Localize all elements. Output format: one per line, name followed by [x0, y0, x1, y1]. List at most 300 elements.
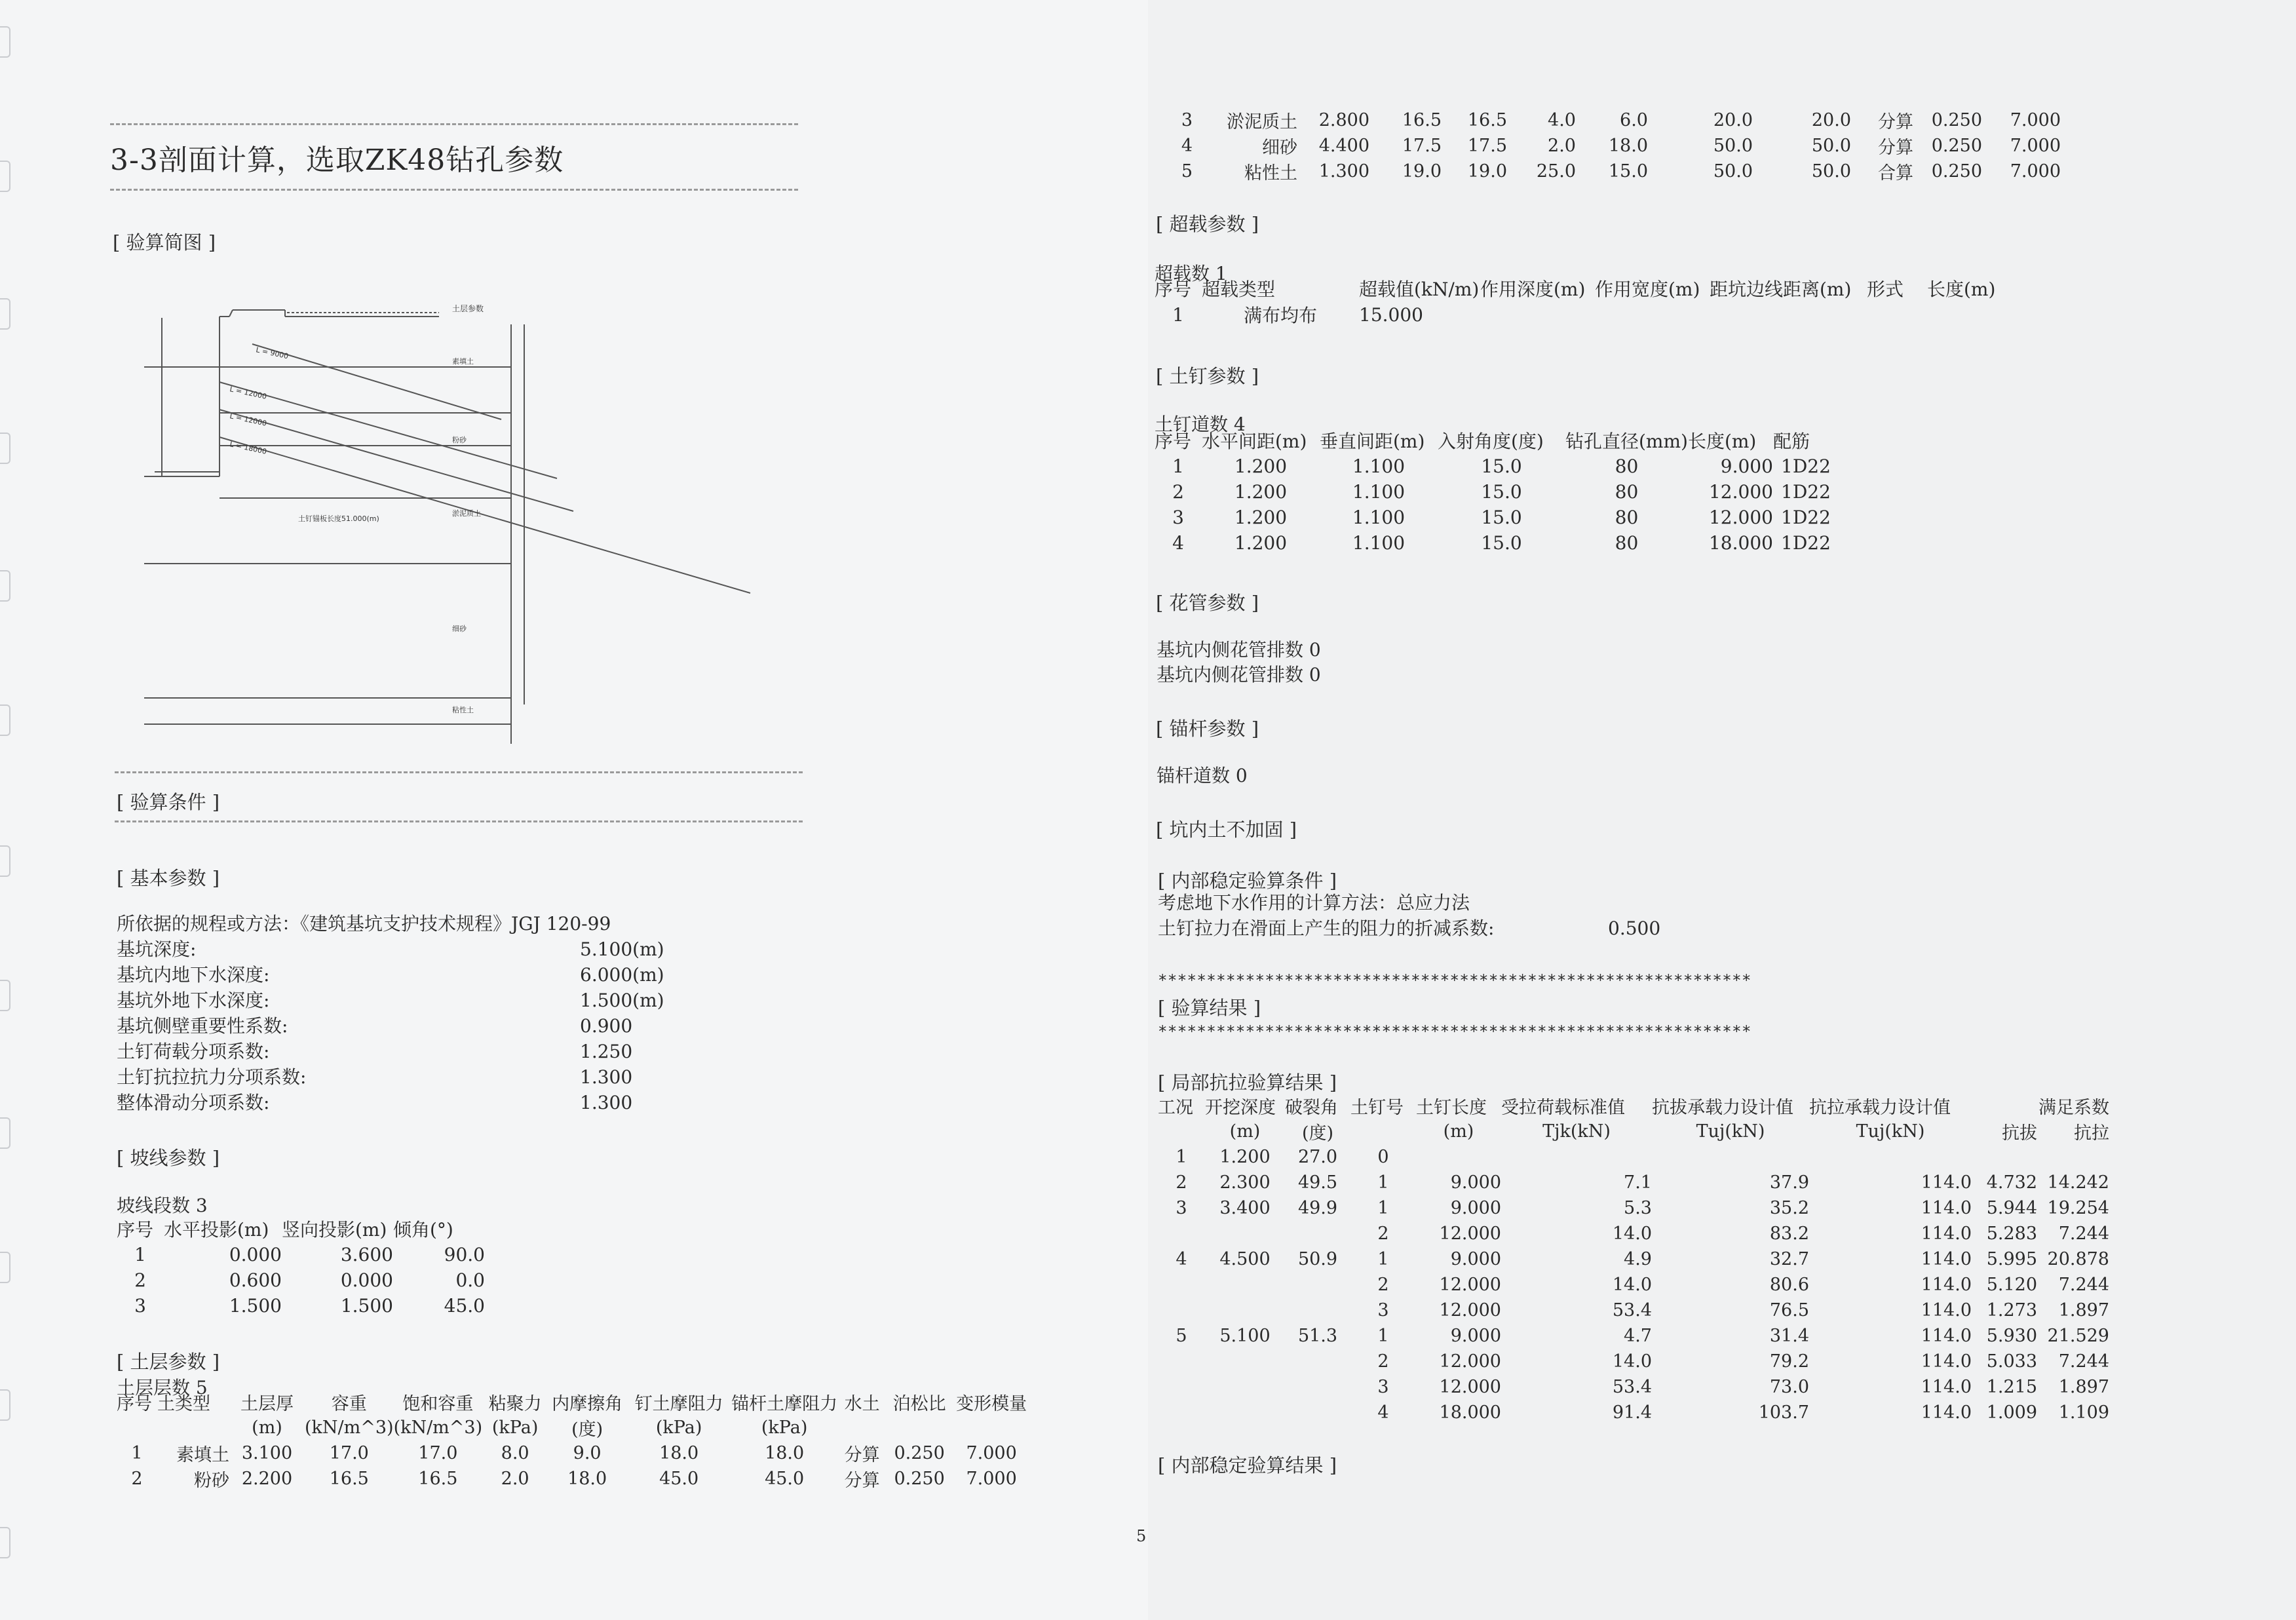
column-unit: Tuj(kN) — [1696, 1121, 1765, 1142]
column-unit — [1350, 1119, 1416, 1144]
surcharge-count: 超载数 1 — [1155, 263, 1227, 284]
nail-label: L = 12000 — [229, 412, 268, 428]
soil-table — [117, 1389, 1031, 1492]
table-cell: 1.100 — [1352, 455, 1406, 477]
table-cell: 19.0 — [1467, 161, 1507, 182]
soil-table-continued — [1148, 107, 2061, 184]
column-header: 开挖深度 — [1205, 1098, 1276, 1118]
punch-hole — [0, 1527, 10, 1558]
anchor-count: 锚杆道数 0 — [1157, 765, 1248, 786]
table-cell: 2.0 — [501, 1469, 529, 1489]
local-results-header: [ 局部抗拉验算结果 ] — [1158, 1071, 1337, 1094]
table-cell: 7.000 — [2010, 161, 2061, 182]
table-cell: 50.0 — [1713, 161, 1753, 182]
column-header: 序号 — [1155, 279, 1192, 300]
table-cell: 18.000 — [1439, 1402, 1501, 1423]
table-cell: 1.500 — [340, 1295, 393, 1317]
table-cell: 114.0 — [1921, 1300, 1972, 1321]
table-cell: 5 — [1176, 1326, 1187, 1346]
table-cell — [1972, 1144, 2037, 1170]
table-row — [1158, 1400, 2109, 1425]
column-unit: Tuj(kN) — [1856, 1121, 1925, 1142]
table-cell: 114.0 — [1921, 1224, 1972, 1244]
basic-param-value: 1.250 — [580, 1041, 633, 1062]
table-row — [1158, 1144, 2109, 1170]
table-cell: 2.200 — [241, 1469, 293, 1489]
table-row — [1158, 1298, 2109, 1323]
column-header: 泊松比 — [892, 1394, 946, 1414]
table-cell: 5.944 — [1986, 1198, 2037, 1218]
table-cell: 1 — [134, 1244, 146, 1265]
table-cell: 5.995 — [1986, 1249, 2037, 1269]
table-cell: 20.878 — [2047, 1249, 2109, 1269]
column-header: 容重 — [331, 1394, 367, 1414]
table-row — [117, 1293, 485, 1319]
nail-line — [220, 410, 573, 511]
table-header-row — [117, 1216, 485, 1242]
column-header: 受拉荷载标准值 — [1501, 1098, 1625, 1118]
table-cell — [1501, 1144, 1652, 1170]
table-row — [1155, 530, 1839, 556]
column-header: 水平投影(m) — [164, 1219, 269, 1241]
table-header-row — [1155, 275, 2006, 301]
basic-param-value: 1.300 — [580, 1092, 633, 1113]
column-header: 竖向投影(m) — [282, 1219, 387, 1241]
table-cell: 15.0 — [1481, 532, 1522, 554]
table-cell: 1.897 — [2058, 1377, 2109, 1397]
column-header: 内摩擦角 — [552, 1394, 623, 1414]
table-cell: 4.0 — [1548, 110, 1576, 130]
table-cell: 4.500 — [1219, 1249, 1271, 1269]
table-cell: 0.000 — [229, 1244, 282, 1265]
table-cell: 9.000 — [1450, 1249, 1501, 1269]
column-unit — [1158, 1119, 1205, 1144]
column-header: 作用宽度(m) — [1595, 279, 1700, 300]
table-cell: 粘性土 — [1244, 163, 1297, 183]
table-cell: 1D22 — [1781, 532, 1831, 554]
table-cell: 16.5 — [1467, 110, 1507, 130]
table-cell — [1285, 1400, 1350, 1425]
column-header: 抗拉承载力设计值 — [1809, 1098, 1951, 1118]
table-cell: 12.000 — [1708, 507, 1773, 528]
table-cell: 9.0 — [573, 1443, 602, 1463]
table-cell: 0.250 — [894, 1443, 945, 1463]
table-cell: 分算 — [1878, 112, 1913, 132]
nail-label: L = 12000 — [229, 385, 268, 401]
table-cell: 0.0 — [455, 1269, 485, 1291]
table-row — [117, 1466, 1031, 1492]
table-cell: 18.0 — [765, 1443, 805, 1463]
table-cell: 21.529 — [2047, 1326, 2109, 1346]
column-unit: (kPa) — [761, 1418, 808, 1438]
layer-tag: 粘性土 — [452, 706, 474, 714]
table-cell: 3 — [134, 1295, 146, 1317]
table-cell: 15.0 — [1608, 161, 1648, 182]
table-cell — [1285, 1349, 1350, 1374]
punch-hole — [0, 1252, 10, 1283]
table-row — [1155, 453, 1839, 479]
slope-table — [117, 1216, 485, 1319]
table-cell: 2 — [131, 1469, 143, 1489]
table-cell: 18.0 — [659, 1443, 699, 1463]
table-row — [1155, 505, 1839, 530]
table-cell: 1.200 — [1234, 455, 1288, 477]
table-cell: 1.273 — [1986, 1300, 2037, 1321]
table-cell — [1809, 1144, 1972, 1170]
table-cell: 2.0 — [1548, 136, 1576, 156]
table-cell: 17.5 — [1402, 136, 1442, 156]
table-cell: 12.000 — [1439, 1275, 1501, 1295]
table-cell: 2 — [1176, 1172, 1187, 1193]
column-header: 形式 — [1867, 279, 1904, 300]
table-row — [117, 1242, 485, 1267]
table-row — [1148, 107, 2061, 133]
table-cell: 5.120 — [1986, 1275, 2037, 1295]
pit-soil-header: [ 坑内土不加固 ] — [1156, 819, 1297, 841]
table-header-row — [1158, 1119, 2109, 1144]
column-header: 距坑边线距离(m) — [1710, 279, 1852, 300]
table-cell: 4 — [1176, 1249, 1187, 1269]
table-cell: 45.0 — [765, 1469, 805, 1489]
table-cell: 1 — [1172, 455, 1184, 477]
nail-line — [252, 344, 501, 419]
table-cell: 114.0 — [1921, 1249, 1972, 1269]
table-cell: 7.000 — [2010, 136, 2061, 156]
nail-label: L = 9000 — [255, 345, 290, 361]
table-cell: 12.000 — [1439, 1377, 1501, 1397]
table-cell — [2037, 1144, 2109, 1170]
table-cell: 83.2 — [1769, 1224, 1809, 1244]
table-cell: 7.244 — [2058, 1275, 2109, 1295]
flower-pipe-line: 基坑内侧花管排数 0 — [1157, 639, 1321, 661]
column-header: 破裂角 — [1285, 1098, 1338, 1118]
basic-param-label: 所依据的规程或方法：《建筑基坑支护技术规程》JGJ 120-99 — [117, 913, 611, 935]
table-cell: 80 — [1615, 507, 1639, 528]
table-cell: 12.000 — [1439, 1224, 1501, 1244]
table-row — [1158, 1323, 2109, 1349]
stability-header: [ 内部稳定验算条件 ] — [1158, 870, 1337, 892]
column-unit: (kN/m^3) — [393, 1418, 483, 1438]
nail-header: [ 土钉参数 ] — [1156, 365, 1259, 387]
table-cell: 4 — [1172, 532, 1184, 554]
table-row — [1158, 1246, 2109, 1272]
table-cell: 114.0 — [1921, 1377, 1972, 1397]
basic-param-value: 1.300 — [580, 1066, 633, 1088]
table-cell — [1867, 301, 1927, 328]
table-cell: 15.000 — [1359, 303, 1423, 326]
table-cell: 80.6 — [1769, 1275, 1809, 1295]
column-header: 粘聚力 — [488, 1394, 542, 1414]
column-unit — [117, 1415, 157, 1440]
column-header: 抗拔承载力设计值 — [1652, 1098, 1793, 1118]
table-header-row — [117, 1415, 1031, 1440]
table-cell: 15.0 — [1481, 455, 1522, 477]
divider — [115, 820, 803, 822]
table-cell: 1.100 — [1352, 532, 1406, 554]
column-unit — [157, 1415, 229, 1440]
divider — [110, 123, 798, 125]
table-cell: 1D22 — [1781, 507, 1831, 528]
section-diagram — [144, 298, 773, 744]
table-cell: 4.400 — [1318, 136, 1369, 156]
column-header: 变形模量 — [956, 1394, 1027, 1414]
flower-pipe-line: 基坑内侧花管排数 0 — [1157, 664, 1321, 685]
column-unit: 抗拔 — [2002, 1123, 2037, 1144]
table-row — [1158, 1272, 2109, 1298]
table-cell: 12.000 — [1439, 1351, 1501, 1372]
column-unit — [887, 1415, 952, 1440]
table-row — [1158, 1374, 2109, 1400]
column-unit — [837, 1415, 887, 1440]
stability-method: 考虑地下水作用的计算方法：总应力法 — [1158, 892, 1470, 914]
table-cell: 8.0 — [501, 1443, 529, 1463]
table-cell: 9.000 — [1450, 1198, 1501, 1218]
table-cell: 9.000 — [1450, 1326, 1501, 1346]
table-row — [1155, 301, 2006, 328]
nail-count: 土钉道数 4 — [1155, 414, 1246, 435]
table-cell: 1.897 — [2058, 1300, 2109, 1321]
table-cell: 80 — [1615, 481, 1639, 503]
table-cell: 2.800 — [1318, 110, 1369, 130]
table-cell: 0.250 — [1931, 110, 1982, 130]
table-cell — [1158, 1298, 1205, 1323]
table-cell: 17.0 — [418, 1443, 458, 1463]
table-cell: 27.0 — [1297, 1147, 1338, 1167]
table-cell: 45.0 — [659, 1469, 699, 1489]
table-cell: 满布均布 — [1243, 305, 1317, 326]
table-cell: 14.0 — [1612, 1275, 1652, 1295]
table-cell: 53.4 — [1612, 1377, 1652, 1397]
table-header-row — [117, 1389, 1031, 1415]
table-cell: 3.400 — [1219, 1198, 1271, 1218]
surcharge-header: [ 超载参数 ] — [1156, 213, 1259, 235]
table-cell: 1 — [131, 1443, 143, 1463]
soil-header: [ 土层参数 ] — [117, 1351, 220, 1373]
table-cell: 5.033 — [1986, 1351, 2037, 1372]
column-unit — [952, 1415, 1031, 1440]
table-cell: 粉砂 — [194, 1471, 229, 1491]
nail-table — [1155, 427, 1839, 556]
table-cell: 45.0 — [444, 1295, 485, 1317]
column-header: 垂直间距(m) — [1320, 431, 1425, 452]
punch-hole — [0, 1389, 10, 1421]
flower-pipe-header: [ 花管参数 ] — [1156, 592, 1259, 614]
table-cell: 1.200 — [1219, 1147, 1271, 1167]
table-cell: 50.0 — [1811, 161, 1851, 182]
page-number: 5 — [1136, 1527, 1147, 1545]
table-cell: 3 — [1377, 1377, 1389, 1397]
slope-count: 坡线段数 3 — [117, 1195, 208, 1216]
table-cell: 14.0 — [1612, 1224, 1652, 1244]
column-header: 超载值(kN/m) — [1359, 279, 1480, 300]
table-cell — [1205, 1400, 1285, 1425]
column-header: 水平间距(m) — [1202, 431, 1307, 452]
table-cell: 12.000 — [1708, 481, 1773, 503]
table-cell: 1 — [1172, 303, 1184, 326]
column-header: 满足系数 — [2038, 1098, 2109, 1118]
column-header: 超载类型 — [1202, 279, 1276, 300]
table-cell — [1205, 1298, 1285, 1323]
table-cell: 7.000 — [2010, 110, 2061, 130]
table-cell: 0 — [1377, 1147, 1389, 1167]
layer-tag: 淤泥质土 — [452, 509, 481, 518]
table-header-row — [1158, 1093, 2109, 1119]
table-cell: 3.600 — [340, 1244, 393, 1265]
table-cell — [1285, 1298, 1350, 1323]
punch-hole — [0, 845, 10, 877]
table-cell: 16.5 — [329, 1469, 369, 1489]
table-cell: 1.300 — [1318, 161, 1369, 182]
column-unit: 抗拉 — [2074, 1123, 2109, 1144]
table-cell: 5.3 — [1624, 1198, 1652, 1218]
basic-param-value: 0.900 — [580, 1015, 633, 1037]
table-cell: 16.5 — [1402, 110, 1442, 130]
basic-param-label: 基坑内地下水深度: — [117, 964, 270, 986]
table-cell: 1.109 — [2058, 1402, 2109, 1423]
column-header: 土类型 — [157, 1394, 210, 1414]
table-cell — [1205, 1272, 1285, 1298]
column-unit: (kPa) — [491, 1418, 539, 1438]
table-cell — [1205, 1349, 1285, 1374]
table-cell: 细砂 — [1262, 138, 1297, 158]
table-cell: 0.250 — [1931, 136, 1982, 156]
table-cell: 4 — [1377, 1402, 1389, 1423]
table-cell — [1480, 301, 1595, 328]
diagram-note: 土钉锚板长度51.000(m) — [298, 514, 379, 523]
table-cell: 20.0 — [1811, 110, 1851, 130]
column-header: 序号 — [117, 1394, 152, 1414]
table-cell: 1 — [1377, 1172, 1389, 1193]
column-header: 作用深度(m) — [1480, 279, 1586, 300]
table-cell: 76.5 — [1769, 1300, 1809, 1321]
column-header: 土钉长度 — [1416, 1098, 1487, 1118]
table-cell: 114.0 — [1921, 1275, 1972, 1295]
table-cell: 3 — [1181, 110, 1193, 130]
stability-factor-label: 土钉拉力在滑面上产生的阻力的折减系数: — [1158, 917, 1495, 939]
column-unit: Tjk(kN) — [1542, 1121, 1611, 1142]
table-cell — [1927, 301, 2006, 328]
basic-params-header: [ 基本参数 ] — [117, 867, 220, 889]
basic-param-value: 5.100(m) — [580, 938, 664, 960]
table-cell: 淤泥质土 — [1227, 112, 1297, 132]
right-page — [1136, 0, 2296, 1620]
table-cell: 9.000 — [1450, 1172, 1501, 1193]
table-cell: 9.000 — [1720, 455, 1773, 477]
table-cell: 4.7 — [1624, 1326, 1652, 1346]
column-unit: (m) — [252, 1418, 282, 1438]
table-row — [1158, 1221, 2109, 1246]
table-cell: 49.5 — [1297, 1172, 1338, 1193]
table-cell: 3.100 — [241, 1443, 293, 1463]
star-divider: ************************************************************* — [1158, 1022, 1751, 1041]
table-cell: 0.250 — [1931, 161, 1982, 182]
table-cell: 1.200 — [1234, 532, 1288, 554]
diagram-header: [ 验算简图 ] — [113, 231, 216, 254]
table-cell: 12.000 — [1439, 1300, 1501, 1321]
table-cell: 18.0 — [1608, 136, 1648, 156]
table-cell — [1285, 1221, 1350, 1246]
table-row — [117, 1440, 1031, 1466]
basic-param-label: 基坑侧壁重要性系数: — [117, 1015, 288, 1037]
table-cell — [1158, 1400, 1205, 1425]
column-header: 水土 — [844, 1394, 880, 1414]
stability-factor-value: 0.500 — [1608, 917, 1661, 939]
table-cell: 114.0 — [1921, 1172, 1972, 1193]
table-cell: 50.0 — [1811, 136, 1851, 156]
conditions-header: [ 验算条件 ] — [117, 791, 220, 813]
table-cell: 1.100 — [1352, 507, 1406, 528]
table-cell — [1285, 1272, 1350, 1298]
table-cell: 114.0 — [1921, 1402, 1972, 1423]
punch-hole — [0, 26, 10, 58]
table-cell: 7.000 — [966, 1443, 1017, 1463]
table-cell: 0.000 — [340, 1269, 393, 1291]
column-header: 钉土摩阻力 — [634, 1394, 723, 1414]
table-cell: 16.5 — [418, 1469, 458, 1489]
local-results-table — [1158, 1093, 2109, 1425]
table-cell: 1.500 — [229, 1295, 282, 1317]
basic-param-label: 土钉抗拉抗力分项系数: — [117, 1066, 307, 1088]
punch-hole — [0, 704, 10, 736]
table-cell: 114.0 — [1921, 1198, 1972, 1218]
table-cell: 14.242 — [2047, 1172, 2109, 1193]
column-unit: (度) — [571, 1419, 603, 1440]
column-unit: (m) — [1229, 1121, 1261, 1142]
table-row — [1158, 1195, 2109, 1221]
table-cell: 5.283 — [1986, 1224, 2037, 1244]
table-cell: 25.0 — [1536, 161, 1576, 182]
table-cell — [1285, 1374, 1350, 1400]
table-cell: 49.9 — [1297, 1198, 1338, 1218]
table-cell: 素填土 — [176, 1445, 229, 1465]
table-cell — [1710, 301, 1867, 328]
table-cell: 7.244 — [2058, 1224, 2109, 1244]
table-cell: 19.0 — [1402, 161, 1442, 182]
table-cell: 114.0 — [1921, 1351, 1972, 1372]
column-header: 入射角度(度) — [1438, 431, 1544, 452]
table-cell: 51.3 — [1297, 1326, 1338, 1346]
table-cell: 1.200 — [1234, 507, 1288, 528]
star-divider: ************************************************************* — [1158, 971, 1751, 990]
table-cell: 7.244 — [2058, 1351, 2109, 1372]
layer-tag: 细砂 — [452, 625, 467, 633]
punch-hole — [0, 570, 10, 602]
table-cell: 14.0 — [1612, 1351, 1652, 1372]
table-cell — [1416, 1144, 1501, 1170]
table-cell: 31.4 — [1769, 1326, 1809, 1346]
table-cell — [1158, 1221, 1205, 1246]
table-cell: 20.0 — [1713, 110, 1753, 130]
table-cell: 19.254 — [2047, 1198, 2109, 1218]
punch-hole — [0, 433, 10, 464]
layer-tag: 粉砂 — [452, 436, 467, 444]
table-cell: 1.009 — [1986, 1402, 2037, 1423]
table-row — [117, 1267, 485, 1293]
table-cell: 4.732 — [1986, 1172, 2037, 1193]
table-cell: 2 — [1172, 481, 1184, 503]
punch-hole — [0, 1117, 10, 1149]
table-cell: 103.7 — [1758, 1402, 1809, 1423]
table-cell: 0.600 — [229, 1269, 282, 1291]
column-header: 土层厚 — [240, 1394, 294, 1414]
column-unit: (m) — [1443, 1121, 1474, 1142]
table-cell: 1 — [1377, 1249, 1389, 1269]
basic-param-label: 土钉荷载分项系数: — [117, 1041, 270, 1062]
table-cell — [1158, 1374, 1205, 1400]
table-cell: 50.0 — [1713, 136, 1753, 156]
divider — [110, 189, 798, 191]
table-cell: 35.2 — [1769, 1198, 1809, 1218]
